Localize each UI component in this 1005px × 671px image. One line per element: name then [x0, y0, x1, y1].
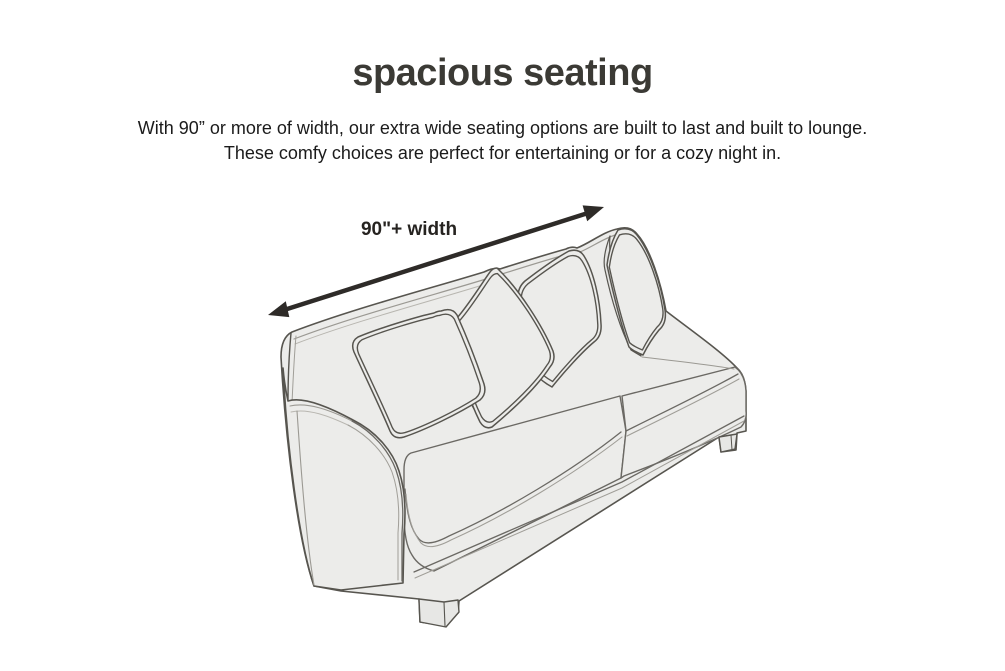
front-left-foot	[419, 599, 459, 627]
dimension-label: 90"+ width	[360, 219, 458, 240]
description-line-1: With 90” or more of width, our extra wide seating options are built to last and built to lounge.	[137, 118, 868, 138]
page-title: spacious seating	[352, 52, 653, 94]
right-foot	[719, 434, 737, 452]
description-line-2: These comfy choices are perfect for entertaining or for a cozy night in.	[223, 143, 782, 163]
